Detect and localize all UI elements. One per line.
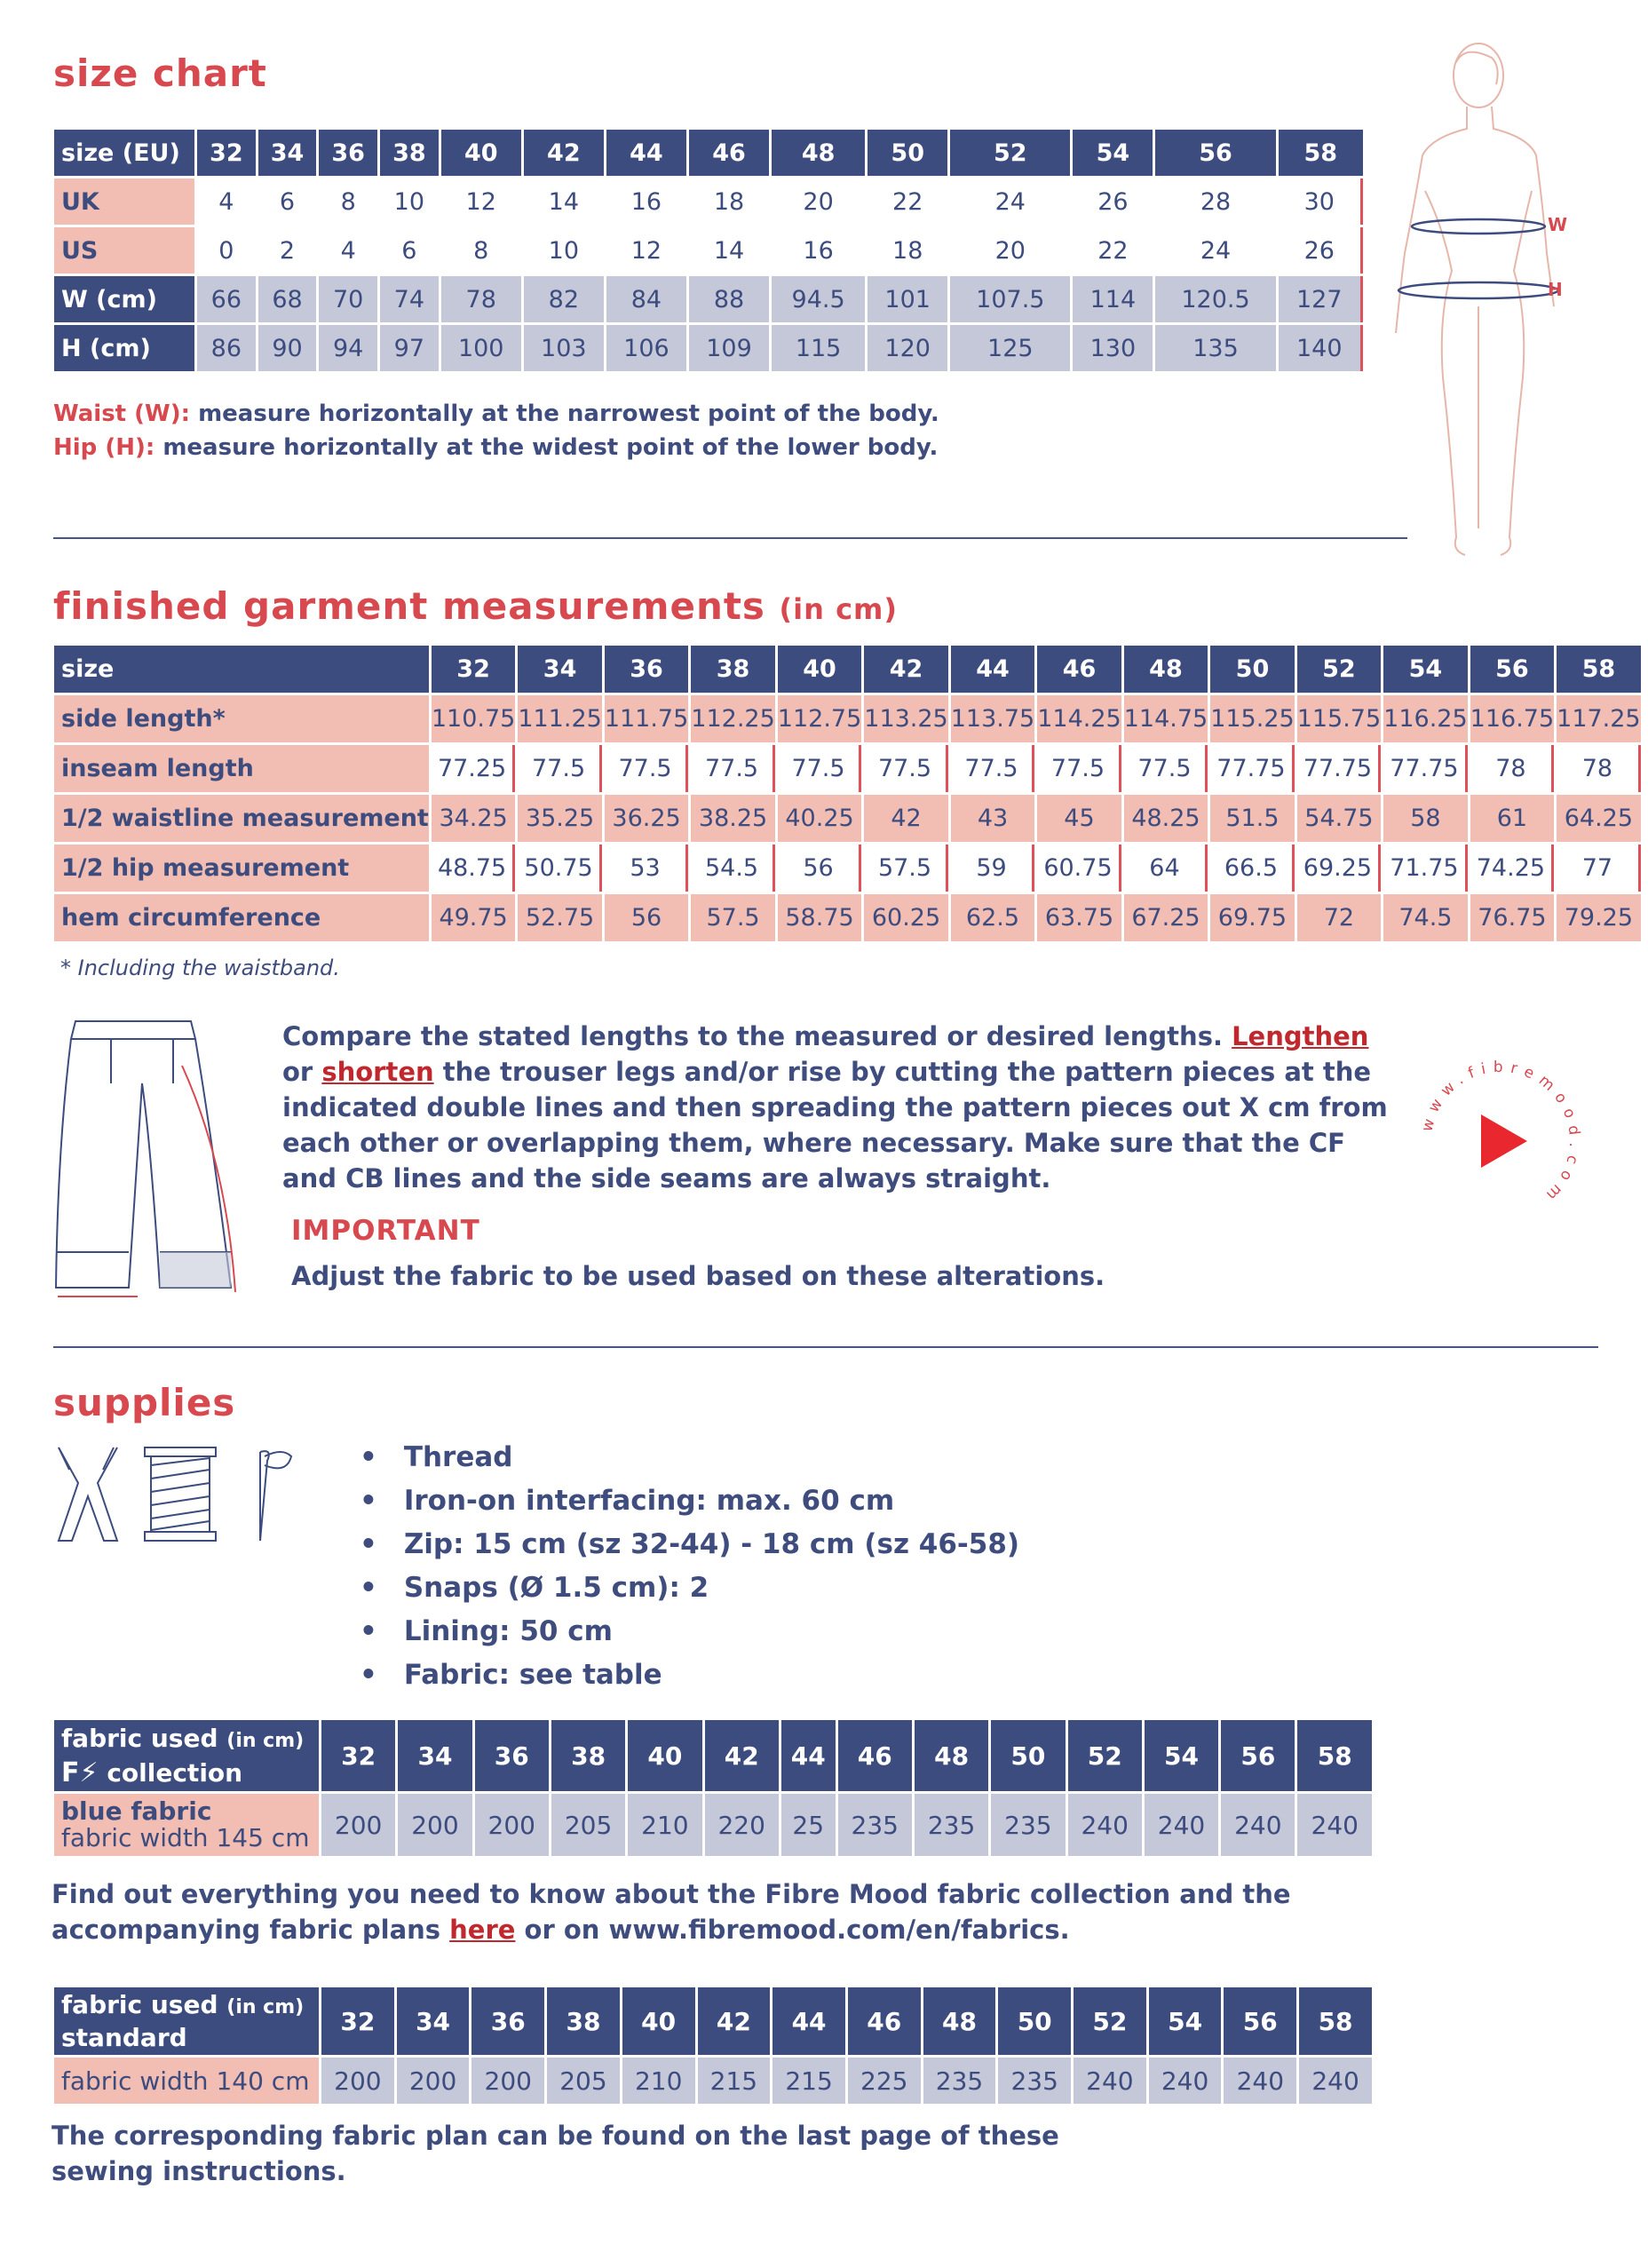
fabric-std-row-label: fabric width 140 cm [54,2058,319,2104]
fabric-header-unit: (in cm) [226,1729,305,1752]
size-chart-cell: 14 [689,227,769,274]
garment-cell: 114.25 [1037,695,1121,742]
fabric-cell: 240 [1297,1794,1372,1856]
garment-cell: 77.5 [951,745,1034,792]
fabric-std-size: 54 [1149,1987,1222,2055]
fabric-width: fabric width 145 cm [61,1823,310,1852]
garment-cell: 77.5 [605,745,688,792]
garment-size: 52 [1297,646,1381,693]
garment-cell: 77.5 [1037,745,1121,792]
garment-cell: 76.75 [1470,894,1554,941]
garment-cell: 42 [864,795,947,842]
fabric-std-cell: 240 [1149,2058,1222,2104]
fabric-cell: 240 [1221,1794,1295,1856]
alteration-text-3: the trouser legs and/or rise by cutting the pattern pieces at the indicated double lines and then spreading the pattern pieces out X cm from each other or overlapping them, where necessary. Make sure that the CF and CB lines and the side seams are always straight. [282,1057,1388,1193]
garment-size: 34 [518,646,601,693]
needle-icon [260,1451,291,1541]
garment-cell: 78 [1470,745,1554,792]
garment-cell: 77.75 [1383,745,1467,792]
size-chart-size: 36 [319,130,377,176]
size-chart-cell: 16 [772,227,865,274]
fabric-size: 32 [321,1720,395,1791]
garment-cell: 110.75 [432,695,515,742]
fabric-standard-header [54,1987,319,2055]
size-chart-cell: 24 [1155,227,1275,274]
size-chart-cell: 6 [380,227,439,274]
garment-cell: 111.25 [518,695,601,742]
size-chart-cell: 4 [197,178,256,225]
garment-size: 56 [1470,646,1554,693]
size-chart-row-label: US [54,227,194,274]
garment-cell: 77.75 [1210,745,1294,792]
fabric-size: 42 [705,1720,779,1791]
fabric-size: 54 [1145,1720,1218,1791]
garment-cell: 51.5 [1210,795,1294,842]
size-chart-cell: 125 [950,325,1070,371]
size-chart-cell: 114 [1073,276,1153,322]
size-chart-cell: 22 [868,178,947,225]
size-chart-cell: 70 [319,276,377,322]
garment-cell: 77.5 [778,745,861,792]
size-chart-cell: 101 [868,276,947,322]
garment-cell: 77.25 [432,745,515,792]
fabric-cell: 210 [628,1794,701,1856]
fabric-std-size: 34 [397,1987,470,2055]
fabric-cell: 220 [705,1794,779,1856]
size-chart-cell: 26 [1279,227,1363,274]
garment-size: 32 [432,646,515,693]
size-chart-size: 52 [950,130,1070,176]
fabric-name: blue fabric [61,1796,212,1826]
sewing-tools-icons [52,1443,309,1550]
garment-title-text: finished garment measurements [53,584,765,628]
garment-cell: 50.75 [518,845,601,892]
garment-cell: 56 [605,894,688,941]
garment-cell: 56 [778,845,861,892]
garment-cell: 35.25 [518,795,601,842]
fabric-std-cell: 200 [397,2058,470,2104]
size-chart-cell: 66 [197,276,256,322]
fabric-std-cell: 240 [1224,2058,1296,2104]
fabric-size: 58 [1297,1720,1372,1791]
divider-1 [53,537,1407,539]
fabric-std-header-line2: standard [61,2022,187,2052]
fabric-std-cell: 240 [1074,2058,1146,2104]
fabric-std-cell: 215 [772,2058,845,2104]
garment-cell: 34.25 [432,795,515,842]
fabric-std-size: 46 [848,1987,921,2055]
closing-paragraph: The corresponding fabric plan can be found on the last page of these sewing instructions. [52,2121,1059,2186]
fabric-std-size: 44 [772,1987,845,2055]
garment-cell: 77.5 [864,745,947,792]
size-chart-cell: 0 [197,227,256,274]
supplies-title: supplies [53,1381,236,1424]
thread-spool-icon [145,1447,216,1541]
size-chart-cell: 10 [380,178,439,225]
fabric-std-size: 48 [923,1987,996,2055]
fabric-std-cell: 235 [923,2058,996,2104]
fabric-standard-table [52,1985,1375,2106]
size-chart-cell: 2 [258,227,317,274]
fabric-size: 40 [628,1720,701,1791]
garment-size: 46 [1037,646,1121,693]
size-chart-cell: 97 [380,325,439,371]
fabric-cell: 25 [781,1794,836,1856]
garment-cell: 78 [1557,745,1640,792]
fabric-size: 34 [398,1720,471,1791]
fabric-cell: 200 [475,1794,549,1856]
size-chart-cell: 120.5 [1155,276,1275,322]
hip-text: measure horizontally at the widest point of the lower body. [154,434,939,461]
garment-size: 48 [1124,646,1208,693]
size-chart-cell: 109 [689,325,769,371]
garment-cell: 112.75 [778,695,861,742]
size-chart-cell: 18 [868,227,947,274]
fabric-std-cell: 215 [698,2058,771,2104]
garment-size: 54 [1383,646,1467,693]
garment-cell: 54.5 [691,845,774,892]
garment-cell: 77 [1557,845,1640,892]
size-chart-size: 58 [1279,130,1363,176]
supplies-list [360,1436,1019,1697]
garment-cell: 53 [605,845,688,892]
fabric-std-size: 50 [998,1987,1071,2055]
garment-cell: 54.75 [1297,795,1381,842]
fabric-std-header-line1: fabric used [61,1989,218,2019]
alteration-text-1: Compare the stated lengths to the measured or desired lengths. [282,1021,1232,1051]
fabric-size: 56 [1221,1720,1295,1791]
size-chart-cell: 12 [441,178,521,225]
garment-size: 44 [951,646,1034,693]
size-chart-cell: 94 [319,325,377,371]
garment-cell: 62.5 [951,894,1034,941]
size-chart-cell: 22 [1073,227,1153,274]
list-item: • Lining: 50 cm [360,1610,1019,1653]
garment-table [52,643,1644,944]
list-item: • Thread [360,1436,1019,1479]
garment-cell: 61 [1470,795,1554,842]
size-chart-size: 56 [1155,130,1275,176]
hip-note [53,434,938,461]
lengthen-link[interactable]: Lengthen [1232,1021,1369,1051]
garment-cell: 58 [1383,795,1467,842]
garment-cell: 116.25 [1383,695,1467,742]
garment-cell: 116.75 [1470,695,1554,742]
garment-cell: 74.5 [1383,894,1467,941]
fabric-std-cell: 200 [321,2058,394,2104]
garment-cell: 77.5 [691,745,774,792]
size-chart-cell: 28 [1155,178,1275,225]
fm-logo-icon: F⚡ [61,1757,99,1788]
fabric-std-size: 36 [471,1987,544,2055]
size-chart-cell: 88 [689,276,769,322]
garment-cell: 64.25 [1557,795,1640,842]
garment-cell: 77.5 [1124,745,1208,792]
fabric-collection-table [52,1717,1375,1859]
fabric-std-size: 42 [698,1987,771,2055]
garment-cell: 59 [951,845,1034,892]
size-chart-row-label: UK [54,178,194,225]
fabric-size: 48 [915,1720,988,1791]
fabric-header-line2: collection [107,1757,243,1788]
garment-cell: 69.25 [1297,845,1381,892]
size-chart-cell: 26 [1073,178,1153,225]
important-text: Adjust the fabric to be used based on these alterations. [291,1261,1105,1291]
size-chart-cell: 135 [1155,325,1275,371]
fabric-row-label [54,1794,319,1856]
garment-footnote: * Including the waistband. [60,956,340,980]
garment-size: 40 [778,646,861,693]
size-chart-cell: 20 [950,227,1070,274]
list-item: • Snaps (Ø 1.5 cm): 2 [360,1566,1019,1610]
fabric-info-text-2: or on www.fibremood.com/en/fabrics. [515,1915,1070,1945]
garment-cell: 113.75 [951,695,1034,742]
garment-cell: 63.75 [1037,894,1121,941]
garment-cell: 36.25 [605,795,688,842]
waist-term: Waist (W): [53,400,191,427]
trouser-sketch-illustration [49,1012,244,1305]
garment-cell: 60.25 [864,894,947,941]
garment-cell: 112.25 [691,695,774,742]
list-item: • Fabric: see table [360,1653,1019,1697]
size-chart-cell: 86 [197,325,256,371]
garment-cell: 45 [1037,795,1121,842]
size-chart-cell: 12 [606,227,686,274]
size-chart-row-label: H (cm) [54,325,194,371]
size-chart-cell: 8 [319,178,377,225]
fabric-size: 44 [781,1720,836,1791]
fabric-size: 36 [475,1720,549,1791]
garment-cell: 40.25 [778,795,861,842]
fabric-cell: 235 [915,1794,988,1856]
fabric-std-size: 40 [622,1987,695,2055]
figure-hip-label: H [1548,279,1563,300]
garment-cell: 43 [951,795,1034,842]
garment-row-label: 1/2 waistline measurement [54,795,429,842]
fabric-cell: 235 [991,1794,1065,1856]
size-chart-size: 34 [258,130,317,176]
garment-cell: 79.25 [1557,894,1640,941]
size-chart-size: 54 [1073,130,1153,176]
size-chart-title: size chart [53,52,267,95]
garment-row-label: hem circumference [54,894,429,941]
size-chart-size: 40 [441,130,521,176]
garment-row-label: side length* [54,695,429,742]
shorten-link[interactable]: shorten [321,1057,434,1087]
fabric-cell: 235 [838,1794,912,1856]
garment-cell: 117.25 [1557,695,1640,742]
fabric-std-cell: 210 [622,2058,695,2104]
size-chart-cell: 115 [772,325,865,371]
size-chart-cell: 20 [772,178,865,225]
alteration-text-2: or [282,1057,322,1087]
size-chart-cell: 94.5 [772,276,865,322]
size-chart-size: 50 [868,130,947,176]
size-chart-size: 46 [689,130,769,176]
garment-size: 50 [1210,646,1294,693]
garment-cell: 57.5 [864,845,947,892]
fabric-std-cell: 240 [1299,2058,1372,2104]
garment-size: 58 [1557,646,1640,693]
fabric-cell: 200 [398,1794,471,1856]
size-chart-cell: 4 [319,227,377,274]
fabric-std-size: 52 [1074,1987,1146,2055]
size-chart-cell: 14 [524,178,604,225]
figure-waist-label: W [1548,214,1568,235]
garment-size: 42 [864,646,947,693]
logo-text: www.fibremood.com [1418,1058,1584,1209]
garment-title [53,584,898,628]
size-chart-cell: 74 [380,276,439,322]
fabric-size: 46 [838,1720,912,1791]
divider-2 [53,1346,1598,1348]
size-chart-cell: 90 [258,325,317,371]
fabric-std-cell: 200 [471,2058,544,2104]
garment-cell: 115.25 [1210,695,1294,742]
size-chart-cell: 10 [524,227,604,274]
fabric-std-size: 38 [547,1987,620,2055]
garment-cell: 71.75 [1383,845,1467,892]
waist-text: measure horizontally at the narrowest point of the body. [190,400,939,427]
size-chart-cell: 140 [1279,325,1363,371]
fabric-std-size: 56 [1224,1987,1296,2055]
size-chart-size: 42 [524,130,604,176]
fabric-cell: 240 [1068,1794,1142,1856]
size-chart-cell: 24 [950,178,1070,225]
fabric-header-line1: fabric used [61,1723,218,1753]
fabric-std-cell: 235 [998,2058,1071,2104]
size-chart-cell: 120 [868,325,947,371]
fabric-cell: 240 [1145,1794,1218,1856]
garment-cell: 67.25 [1124,894,1208,941]
garment-row-label: inseam length [54,745,429,792]
waist-note [53,400,939,427]
size-chart-cell: 78 [441,276,521,322]
size-chart-cell: 130 [1073,325,1153,371]
size-chart-size: 38 [380,130,439,176]
garment-cell: 64 [1124,845,1208,892]
list-item: • Zip: 15 cm (sz 32-44) - 18 cm (sz 46-58) [360,1523,1019,1566]
garment-size: 38 [691,646,774,693]
fabric-std-header-unit: (in cm) [226,1995,305,2018]
garment-cell: 48.75 [432,845,515,892]
fabric-std-cell: 225 [848,2058,921,2104]
size-chart-cell: 127 [1279,276,1363,322]
garment-cell: 72 [1297,894,1381,941]
size-chart-cell: 84 [606,276,686,322]
fibremood-logo [1412,1052,1589,1230]
size-chart-size: 48 [772,130,865,176]
size-chart-cell: 68 [258,276,317,322]
fabric-info-paragraph [52,1876,1312,1947]
size-chart-cell: 106 [606,325,686,371]
fabric-size: 52 [1068,1720,1142,1791]
size-chart-cell: 6 [258,178,317,225]
garment-cell: 57.5 [691,894,774,941]
garment-row-label: 1/2 hip measurement [54,845,429,892]
fabric-std-size: 32 [321,1987,394,2055]
fabric-cell: 200 [321,1794,395,1856]
garment-header-label: size [54,646,429,693]
garment-cell: 58.75 [778,894,861,941]
fabric-here-link[interactable]: here [449,1915,516,1945]
scissors-icon [59,1447,117,1541]
garment-title-unit: (in cm) [779,592,898,626]
fabric-std-cell: 205 [547,2058,620,2104]
hip-term: Hip (H): [53,434,155,461]
body-figure-illustration [1367,40,1568,591]
list-item: • Iron-on interfacing: max. 60 cm [360,1479,1019,1523]
fabric-std-size: 58 [1299,1987,1372,2055]
garment-cell: 49.75 [432,894,515,941]
garment-cell: 48.25 [1124,795,1208,842]
size-chart-cell: 82 [524,276,604,322]
garment-cell: 77.5 [518,745,601,792]
fabric-cell: 205 [551,1794,625,1856]
garment-size: 36 [605,646,688,693]
size-chart-cell: 107.5 [950,276,1070,322]
garment-cell: 114.75 [1124,695,1208,742]
play-triangle-icon [1481,1114,1527,1168]
size-chart-cell: 8 [441,227,521,274]
garment-cell: 38.25 [691,795,774,842]
size-chart-size: 44 [606,130,686,176]
size-chart-cell: 16 [606,178,686,225]
garment-cell: 69.75 [1210,894,1294,941]
garment-cell: 66.5 [1210,845,1294,892]
garment-cell: 115.75 [1297,695,1381,742]
size-chart-size: 32 [197,130,256,176]
size-chart-cell: 30 [1279,178,1363,225]
garment-cell: 52.75 [518,894,601,941]
important-title: IMPORTANT [291,1215,480,1247]
garment-cell: 111.75 [605,695,688,742]
garment-cell: 113.25 [864,695,947,742]
size-chart-row-label: W (cm) [54,276,194,322]
fabric-size: 38 [551,1720,625,1791]
fabric-size: 50 [991,1720,1065,1791]
size-chart-header-label: size (EU) [54,130,194,176]
alteration-paragraph [282,1019,1392,1196]
fabric-info-text-1: Find out everything you need to know about the Fibre Mood fabric collection and the accompanying fabric plans [52,1879,1291,1945]
garment-cell: 77.75 [1297,745,1381,792]
size-chart-cell: 100 [441,325,521,371]
garment-cell: 74.25 [1470,845,1554,892]
fabric-collection-header [54,1720,319,1791]
size-chart-cell: 18 [689,178,769,225]
garment-cell: 60.75 [1037,845,1121,892]
size-chart-table [52,127,1366,374]
size-chart-cell: 103 [524,325,604,371]
